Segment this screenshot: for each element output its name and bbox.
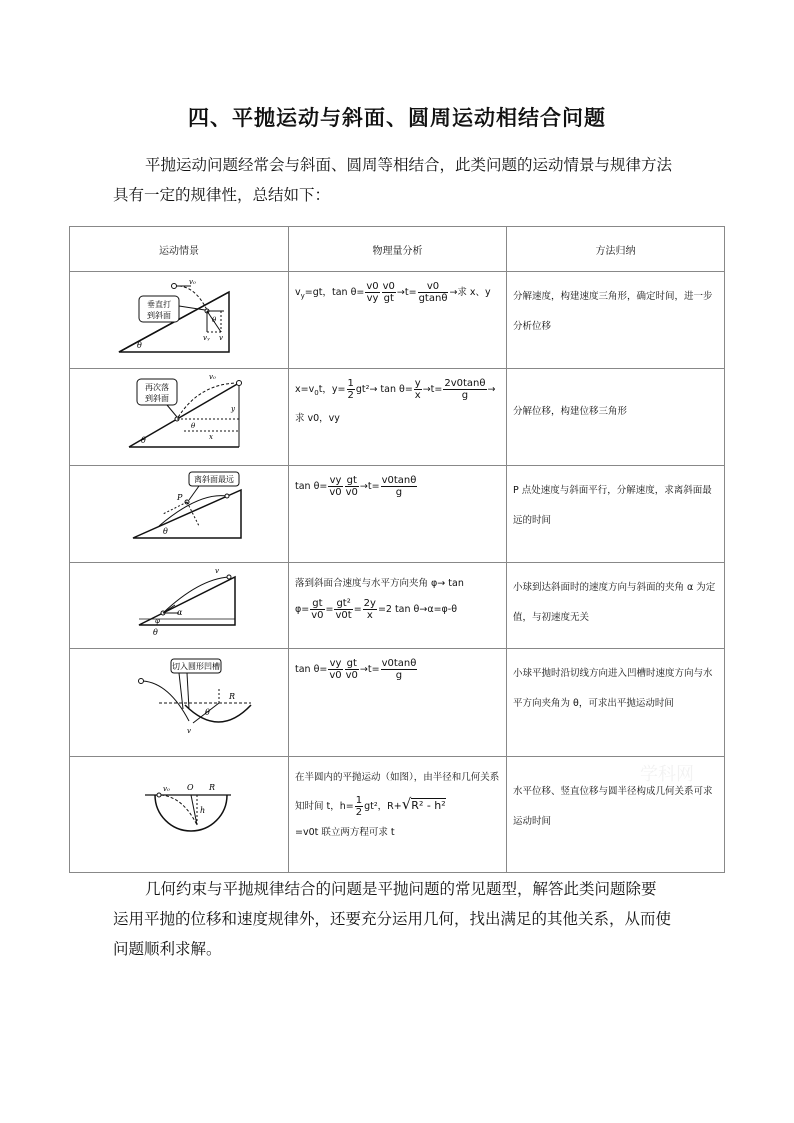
scene-figure-6	[70, 757, 289, 873]
table-row	[70, 757, 725, 873]
label-perpendicular: 垂直打	[147, 300, 171, 309]
svg-text:v₀: v₀	[189, 278, 196, 286]
svg-text:y: y	[231, 405, 235, 413]
svg-text:vᵧ: vᵧ	[203, 334, 210, 342]
svg-text:P: P	[177, 493, 183, 502]
outro-line-2: 运用平抛的位移和速度规律外，还要充分运用几何，找出满足的其他关系，从而使	[113, 910, 672, 928]
svg-text:θ: θ	[191, 422, 196, 430]
outro-line-3: 问题顺利求解。	[113, 940, 222, 958]
watermark: 学科网	[640, 764, 694, 785]
svg-text:切入圆形凹槽: 切入圆形凹槽	[172, 662, 220, 671]
analysis-1: $v_y=gt$，tan θ= $\frac{v0}{vy}$ $\frac{v0}{gt}$ →t= $\frac{v0}{gtan\theta}$ →求 x、y	[289, 272, 507, 369]
table-header-row	[70, 227, 725, 272]
svg-text:R: R	[209, 783, 216, 792]
svg-text:φ: φ	[155, 617, 160, 625]
analysis-4: 落到斜面合速度与水平方向夹角 φ→ tan φ= $\frac{gt}{v0}$ = $\frac{\text{gt²}}{v0t}$ = $\frac{2y}{x}$ =2 tan θ→α=φ-θ	[289, 563, 507, 649]
incline-perpendicular-diagram	[79, 272, 279, 364]
svg-text:θ: θ	[141, 436, 146, 445]
summary-table	[69, 226, 725, 873]
table-row	[70, 563, 725, 649]
intro-paragraph	[113, 150, 693, 210]
intro-line-2: 具有一定的规律性，总结如下：	[113, 186, 331, 204]
svg-text:α: α	[177, 608, 183, 617]
analysis-2: $x=v_0t$，y= $\frac{1}{2}$ gt²→ tan θ= $\frac{y}{x}$ →t= $\frac{2v0\tan\theta}{g}$ → 求 v0，vy	[289, 369, 507, 466]
svg-text:再次落: 再次落	[145, 383, 169, 392]
svg-text:v: v	[215, 567, 219, 575]
svg-text:v: v	[219, 334, 223, 342]
svg-text:O: O	[187, 783, 194, 792]
scene-figure-5	[70, 649, 289, 757]
scene-figure-2	[70, 369, 289, 466]
method-6: 水平位移、竖直位移与圆半径构成几何关系可求运动时间	[507, 757, 725, 873]
scene-figure-1	[70, 272, 289, 369]
method-1: 分解速度，构建速度三角形，确定时间，进一步分析位移	[507, 272, 725, 369]
header-scene: 运动情景	[70, 227, 289, 272]
outro-line-1: 几何约束与平抛规律结合的问题是平抛问题的常见题型，解答此类问题除要	[145, 880, 657, 898]
analysis-6: 在半圆内的平抛运动（如图），由半径和几何关系知时间 t，h= $\frac{1}{2}$ gt²，R+√R² - h² =v0t 联立两方程可求 t	[289, 757, 507, 873]
scene-figure-4	[70, 563, 289, 649]
svg-text:h: h	[200, 806, 206, 815]
table-row	[70, 272, 725, 369]
outro-paragraph	[113, 874, 693, 964]
table-row	[70, 649, 725, 757]
table-row	[70, 369, 725, 466]
scene-figure-3	[70, 466, 289, 563]
svg-text:θ: θ	[212, 316, 217, 324]
header-method: 方法归纳	[507, 227, 725, 272]
svg-text:x: x	[209, 433, 213, 441]
svg-text:v₀: v₀	[163, 785, 170, 793]
table-row	[70, 466, 725, 563]
method-5: 小球平抛时沿切线方向进入凹槽时速度方向与水平方向夹角为 θ，可求出平抛运动时间	[507, 649, 725, 757]
method-2: 分解位移，构建位移三角形	[507, 369, 725, 466]
method-3: P 点处速度与斜面平行，分解速度，求离斜面最远的时间	[507, 466, 725, 563]
farthest-from-incline-diagram	[79, 466, 279, 558]
intro-line-1: 平抛运动问题经常会与斜面、圆周等相结合，此类问题的运动情景与规律方法	[145, 156, 673, 174]
svg-text:离斜面最远: 离斜面最远	[194, 475, 234, 484]
analysis-3: tan θ= $\frac{vy}{v0}$ $\frac{gt}{v0}$ →t= $\frac{v0\tan\theta}{g}$	[289, 466, 507, 563]
analysis-5: tan θ= $\frac{vy}{v0}$ $\frac{gt}{v0}$ →t= $\frac{v0\tan\theta}{g}$	[289, 649, 507, 757]
incline-landing-diagram	[79, 369, 279, 461]
method-4: 小球到达斜面时的速度方向与斜面的夹角 α 为定值，与初速度无关	[507, 563, 725, 649]
circular-groove-diagram	[79, 649, 279, 749]
svg-text:θ: θ	[137, 341, 142, 350]
svg-text:v: v	[187, 727, 191, 735]
svg-text:θ: θ	[205, 708, 210, 717]
svg-text:v₀: v₀	[209, 373, 216, 381]
svg-text:到斜面: 到斜面	[145, 394, 169, 403]
page-title: 四、平抛运动与斜面、圆周运动相结合问题	[188, 106, 606, 130]
svg-text:θ: θ	[153, 628, 158, 637]
header-analysis: 物理量分析	[289, 227, 507, 272]
svg-text:θ: θ	[163, 527, 168, 536]
landing-angle-diagram	[79, 563, 279, 645]
svg-text:R: R	[229, 692, 236, 701]
semicircle-diagram	[79, 757, 279, 867]
svg-text:到斜面: 到斜面	[147, 311, 171, 320]
